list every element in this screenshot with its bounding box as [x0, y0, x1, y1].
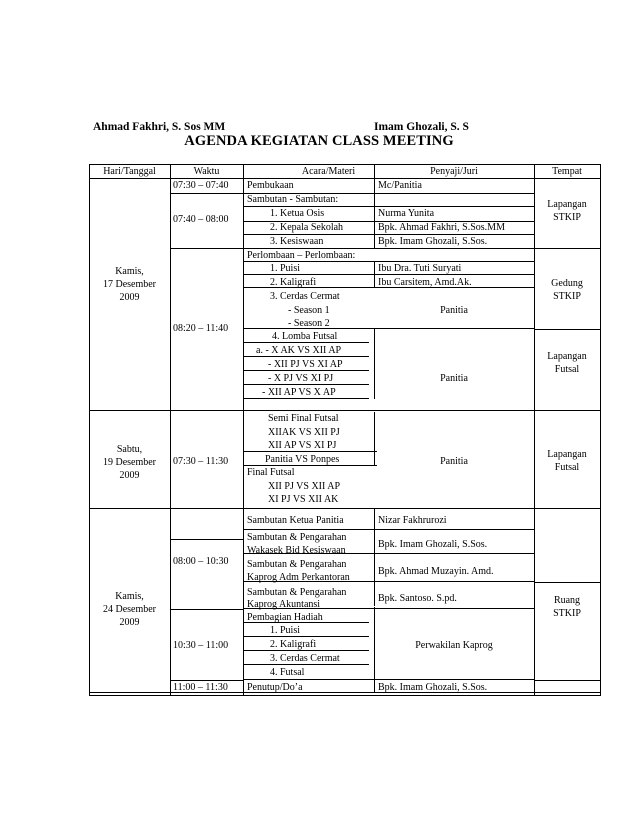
table-border-bottom [89, 695, 600, 696]
acara-item: XI PJ VS XII AK [268, 494, 339, 505]
column-header: Hari/Tanggal [103, 166, 156, 177]
day-label: 19 Desember [102, 457, 157, 468]
table-rule [170, 609, 243, 610]
acara-item: - XII AP VS X AP [262, 387, 336, 398]
table-rule [170, 164, 171, 696]
time-cell: 08:00 – 10:30 [173, 556, 229, 567]
table-rule [243, 206, 534, 207]
time-cell: 10:30 – 11:00 [173, 640, 229, 651]
column-header: Acara/Materi [301, 166, 356, 177]
acara-item: Sambutan Ketua Panitia [247, 515, 344, 526]
acara-item: Perlombaan – Perlombaan: [247, 250, 356, 261]
table-rule [243, 164, 244, 696]
table-rule [374, 412, 375, 452]
acara-item: XII AP VS XI PJ [268, 440, 337, 451]
day-separator [89, 410, 600, 411]
table-rule [243, 679, 534, 680]
acara-item: Sambutan & Pengarahan [247, 587, 347, 598]
tempat-label: Futsal [554, 364, 580, 375]
day-label: 2009 [119, 470, 140, 481]
acara-item: - X PJ VS XI PJ [268, 373, 334, 384]
column-header: Waktu [193, 166, 220, 177]
acara-item: Pembukaan [247, 180, 294, 191]
day-label: 17 Desember [102, 279, 157, 290]
acara-item: Kaprog Adm Perkantoran [247, 572, 350, 583]
time-cell: 07:30 – 07:40 [173, 180, 229, 191]
acara-item: 3. Kesiswaan [270, 236, 324, 247]
table-border-right [600, 164, 601, 696]
tempat-label: Lapangan [547, 199, 587, 210]
penyaji-item: Perwakilan Kaprog [415, 640, 493, 651]
acara-item: a. - X AK VS XII AP [256, 345, 342, 356]
table-rule [243, 248, 534, 249]
day-label: Kamis, [115, 266, 144, 277]
acara-item: Final Futsal [247, 467, 295, 478]
header-rule [89, 178, 600, 179]
penyaji-item: Bpk. Santoso. S.pd. [378, 593, 457, 604]
acara-item: - Season 1 [288, 305, 330, 316]
time-cell: 11:00 – 11:30 [173, 682, 228, 693]
acara-item: Wakasek Bid Kesiswaan [247, 545, 346, 556]
acara-item: 2. Kaligrafi [270, 639, 317, 650]
acara-item: - Season 2 [288, 318, 330, 329]
table-rule [170, 248, 243, 249]
table-rule [243, 529, 534, 530]
day-label: 24 Desember [102, 604, 157, 615]
penyaji-item: Bpk. Imam Ghozali, S.Sos. [378, 682, 488, 693]
acara-item: Panitia VS Ponpes [265, 454, 340, 465]
tempat-label: Lapangan [547, 449, 587, 460]
acara-item: 3. Cerdas Cermat [270, 653, 340, 664]
table-border-bottom [89, 692, 600, 693]
acara-item: Sambutan - Sambutan: [247, 194, 339, 205]
acara-item: - XII PJ VS XI AP [268, 359, 343, 370]
day-label: Sabtu, [116, 444, 143, 455]
penyaji-item: Panitia [440, 456, 468, 467]
tempat-label: Gedung [551, 278, 583, 289]
table-rule [534, 248, 600, 249]
acara-item: 3. Cerdas Cermat [270, 291, 340, 302]
table-rule [243, 328, 534, 329]
time-cell: 07:30 – 11:30 [173, 456, 229, 467]
acara-item: Penutup/Do’a [247, 682, 303, 693]
page-title: AGENDA KEGIATAN CLASS MEETING [184, 133, 454, 149]
penyaji-item: Panitia [440, 305, 468, 316]
acara-item: 4. Lomba Futsal [272, 331, 338, 342]
time-cell: 08:20 – 11:40 [173, 323, 229, 334]
signer-right: Imam Ghozali, S. S [374, 121, 469, 133]
penyaji-item: Bpk. Ahmad Fakhri, S.Sos.MM [378, 222, 505, 233]
tempat-label: Futsal [554, 462, 580, 473]
acara-item: 1. Puisi [270, 263, 301, 274]
column-header: Tempat [552, 166, 582, 177]
tempat-label: Lapangan [547, 351, 587, 362]
table-rule [170, 539, 243, 540]
tempat-label: STKIP [553, 291, 581, 302]
acara-item: Semi Final Futsal [268, 413, 339, 424]
table-rule [243, 234, 534, 235]
penyaji-item: Mc/Panitia [378, 180, 422, 191]
acara-item: XII PJ VS XII AP [268, 481, 341, 492]
time-cell: 07:40 – 08:00 [173, 214, 229, 225]
day-label: Kamis, [115, 591, 144, 602]
day-separator [89, 508, 600, 509]
table-rule [374, 329, 375, 399]
penyaji-item: Bpk. Ahmad Muzayin. Amd. [378, 566, 494, 577]
table-rule [170, 193, 243, 194]
signer-left: Ahmad Fakhri, S. Sos MM [93, 121, 226, 133]
acara-item: Sambutan & Pengarahan [247, 532, 347, 543]
acara-item: 2. Kaligrafi [270, 277, 317, 288]
day-label: 2009 [119, 617, 140, 628]
acara-item: 1. Ketua Osis [270, 208, 325, 219]
acara-item: 4. Futsal [270, 667, 305, 678]
penyaji-item: Ibu Dra. Tuti Suryati [378, 263, 462, 274]
table-rule [243, 636, 369, 637]
acara-item: XIIAK VS XII PJ [268, 427, 340, 438]
penyaji-item: Panitia [440, 373, 468, 384]
acara-item: Kaprog Akuntansi [247, 599, 321, 610]
acara-item: 2. Kepala Sekolah [270, 222, 344, 233]
penyaji-item: Bpk. Imam Ghozali, S.Sos. [378, 236, 488, 247]
table-rule [534, 582, 600, 583]
penyaji-item: Bpk. Imam Ghozali, S.Sos. [378, 539, 488, 550]
table-border-top [89, 164, 600, 165]
acara-item: Sambutan & Pengarahan [247, 559, 347, 570]
tempat-label: STKIP [553, 608, 581, 619]
penyaji-item: Nurma Yunita [378, 208, 435, 219]
table-rule [170, 680, 243, 681]
acara-item: 1. Puisi [270, 625, 301, 636]
tempat-label: STKIP [553, 212, 581, 223]
table-rule [374, 178, 375, 248]
table-rule [374, 261, 375, 287]
day-label: 2009 [119, 292, 140, 303]
table-rule [374, 509, 375, 606]
table-rule [374, 680, 375, 692]
penyaji-item: Nizar Fakhrurozi [378, 515, 447, 526]
penyaji-item: Ibu Carsitem, Amd.Ak. [378, 277, 472, 288]
tempat-label: Ruang [553, 595, 581, 606]
acara-item: Pembagian Hadiah [247, 612, 323, 623]
column-header: Penyaji/Juri [430, 166, 478, 177]
table-rule [534, 680, 600, 681]
table-rule [534, 329, 600, 330]
